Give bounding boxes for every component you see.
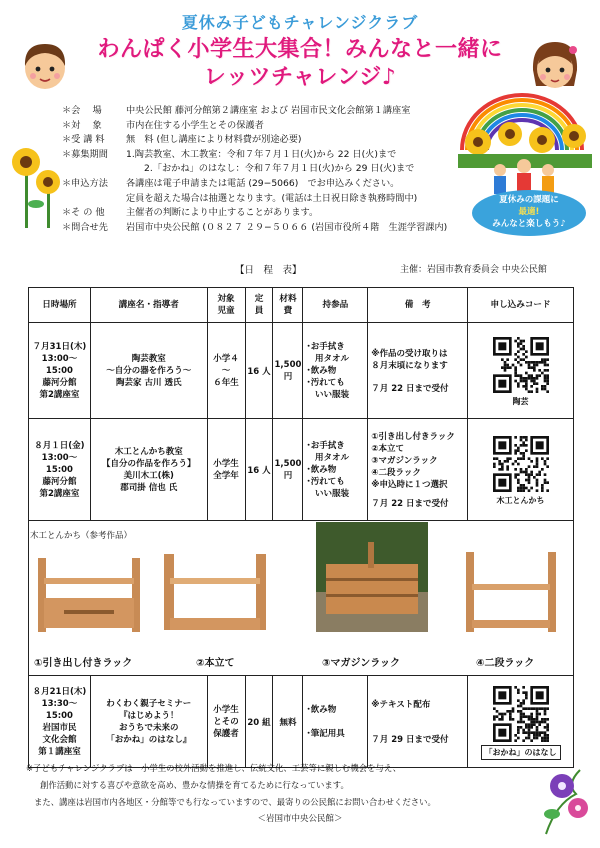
col-header: 講座名・指導者	[90, 288, 207, 323]
deadline-text: ７月 22 日まで受付	[371, 383, 449, 394]
cell-note	[368, 419, 468, 521]
info-key: ＊問合せ先	[62, 221, 108, 233]
cell-items	[303, 323, 368, 419]
cell-items	[303, 419, 368, 521]
col-header: 備 考	[368, 288, 468, 323]
info-value: 2.「おかね」のはなし：令和７年７月１日(火)から 29 日(火)まで	[144, 163, 415, 175]
schedule-table	[28, 287, 574, 768]
cell-fee: 無料	[273, 676, 303, 768]
cell-when: ８月１日(金) 13:00～15:00 藤河分館 第2講座室	[29, 419, 91, 521]
info-contact	[62, 221, 452, 236]
table-row	[29, 419, 574, 521]
info-value: 無 料 (但し講座により材料費が別途必要)	[126, 134, 302, 146]
magazine-rack-photo	[316, 522, 428, 632]
cell-when: ８月21日(木) 13:30～15:00 岩国市民 文化会館 第１講座室	[29, 676, 91, 768]
cell-note	[368, 676, 468, 768]
schedule-label: 【日 程 表】	[235, 265, 302, 276]
cell-fee: 1,500 円	[273, 323, 303, 419]
badge-line2: 最適!	[518, 207, 540, 217]
info-venue	[62, 104, 452, 119]
cell-course: わくわく親子セミナー 『はじめよう！ おうちで未来の 「おかね」のはなし』	[90, 676, 207, 768]
col-header: 日時場所	[29, 288, 91, 323]
col-header: 申し込みコード	[468, 288, 574, 323]
info-value: 1.陶芸教室、木工教室：令和７年７月１日(火)から 22 日(火)まで	[126, 148, 397, 160]
cell-when: ７月31日(木) 13:00～15:00 藤河分館 第2講座室	[29, 323, 91, 419]
promo-badge	[470, 188, 588, 238]
bookstand-photo	[160, 548, 270, 634]
table-header-row	[29, 288, 574, 323]
col-header: 材料 費	[273, 288, 303, 323]
boy-illustration	[20, 36, 70, 92]
info-value: 主催者の判断により中止することがあります。	[126, 207, 319, 219]
ref-label-3: ③マガジンラック	[322, 658, 401, 669]
info-value: 中央公民館 藤河分館第２講座室 および 岩国市民文化会館第１講座室	[126, 105, 411, 116]
info-key: ＊対 象	[62, 119, 102, 131]
qr-code[interactable]	[493, 686, 549, 742]
table-row	[29, 323, 574, 419]
cell-target: 小学生 全学年	[207, 419, 245, 521]
info-period	[62, 148, 452, 163]
info-key: ＊申込方法	[62, 177, 108, 189]
note-text: ①引き出し付きラック ②本立て ③マガジンラック ④二段ラック ※申込時に１つ選択	[371, 431, 455, 490]
info-key: ＊募集期間	[62, 148, 108, 160]
info-list	[62, 104, 452, 235]
headline-line1: わんぱく小学生大集合！みんなと一緒に	[97, 37, 503, 62]
col-header: 対象 児童	[207, 288, 245, 323]
items-text: ･飲み物 ･筆記用具	[306, 704, 345, 739]
cell-qr	[468, 676, 574, 768]
info-key: ＊会 場	[62, 105, 102, 116]
deadline-text: ７月 29 日まで受付	[371, 734, 449, 745]
cell-course: 陶芸教室 ～自分の器を作ろう～ 陶芸家 古川 透氏	[90, 323, 207, 419]
info-fee	[62, 133, 452, 148]
two-tier-rack-photo	[462, 548, 560, 634]
info-apply	[62, 177, 452, 192]
cell-fee: 1,500 円	[273, 419, 303, 521]
cell-course: 木工とんかち教室 【自分の作品を作ろう】 美川木工(株) 郡司掛 信也 氏	[90, 419, 207, 521]
sunflower-illustration	[10, 138, 66, 228]
cell-qr	[468, 419, 574, 521]
cell-capacity: 20 組	[245, 676, 273, 768]
ref-label-2: ②本立て	[196, 658, 235, 669]
info-period-2	[62, 162, 452, 177]
info-key: ＊そ の 他	[62, 207, 105, 219]
morning-glory-illustration	[536, 764, 592, 836]
note-text: ※作品の受け取りは ８月末頃になります	[371, 348, 448, 371]
cell-target: 小学４ ～ ６年生	[207, 323, 245, 419]
note-line1: ※子どもチャレンジクラブは 小学生の校外活動を推進し、伝統文化、工芸等に親しむ機会を与え、	[26, 763, 402, 773]
info-value: 市内在住する小学生とその保護者	[126, 119, 264, 131]
badge-line1: 夏休みの課題に	[499, 195, 559, 205]
info-apply-2	[62, 192, 452, 207]
note-text: ※テキスト配布	[371, 699, 431, 710]
note-line2: 創作活動に対する喜びや意欲を高め、豊かな情操を育てるために行なっています。	[40, 780, 349, 790]
qr-caption: 陶芸	[512, 396, 529, 406]
col-header: 定 員	[245, 288, 273, 323]
cell-target: 小学生 とその 保護者	[207, 676, 245, 768]
qr-caption: 木工とんかち	[496, 495, 545, 505]
note-line3: また、講座は岩国市内各地区・分館等でも行なっていますので、最寄りの公民館にお問い合わせください。	[34, 797, 436, 807]
info-key: ＊受 講 料	[62, 134, 105, 146]
sunflower-kids-illustration	[458, 120, 592, 198]
col-header: 持参品	[303, 288, 368, 323]
badge-line3: みんなと楽しもう♪	[492, 219, 566, 229]
headline-line2: レッツチャレンジ♪	[203, 65, 397, 90]
sponsor: 主催：岩国市教育委員会 中央公民館	[400, 265, 547, 275]
items-text: ･お手拭き 用タオル ･飲み物 ･汚れても いい服装	[306, 440, 349, 499]
table-row	[29, 676, 574, 768]
deadline-text: ７月 22 日まで受付	[371, 498, 449, 509]
cell-capacity: 16 人	[245, 419, 273, 521]
info-value: 岩国市中央公民館 (０８２７ ２９−５０６６ (岩国市役所４階 生涯学習課内)	[126, 221, 448, 233]
drawer-rack-photo	[34, 548, 144, 634]
info-value: 定員を超えた場合は抽選となります。(電話は土日祝日除き執務時間中)	[126, 192, 418, 204]
footer: ＜岩国市中央公民館＞	[257, 814, 343, 824]
cell-qr	[468, 323, 574, 419]
qr-code[interactable]	[493, 337, 549, 393]
club-title: 夏休み子どもチャレンジクラブ	[181, 13, 419, 32]
qr-caption: 「おかね」のはなし	[481, 745, 561, 760]
info-value: 各講座は電子申請または電話 (29−5066) でお申込みください。	[126, 177, 400, 189]
cell-note	[368, 323, 468, 419]
qr-code[interactable]	[493, 436, 549, 492]
girl-illustration	[530, 36, 580, 92]
cell-capacity: 16 人	[245, 323, 273, 419]
reference-works-title: 木工とんかち（参考作品）	[30, 531, 133, 541]
ref-label-1: ①引き出し付きラック	[34, 658, 133, 669]
cell-items	[303, 676, 368, 768]
headline	[70, 36, 530, 92]
info-target	[62, 119, 452, 134]
items-text: ･お手拭き 用タオル ･飲み物 ･汚れても いい服装	[306, 341, 349, 400]
ref-label-4: ④二段ラック	[476, 658, 535, 669]
badge-text	[470, 194, 588, 230]
info-other	[62, 206, 452, 221]
